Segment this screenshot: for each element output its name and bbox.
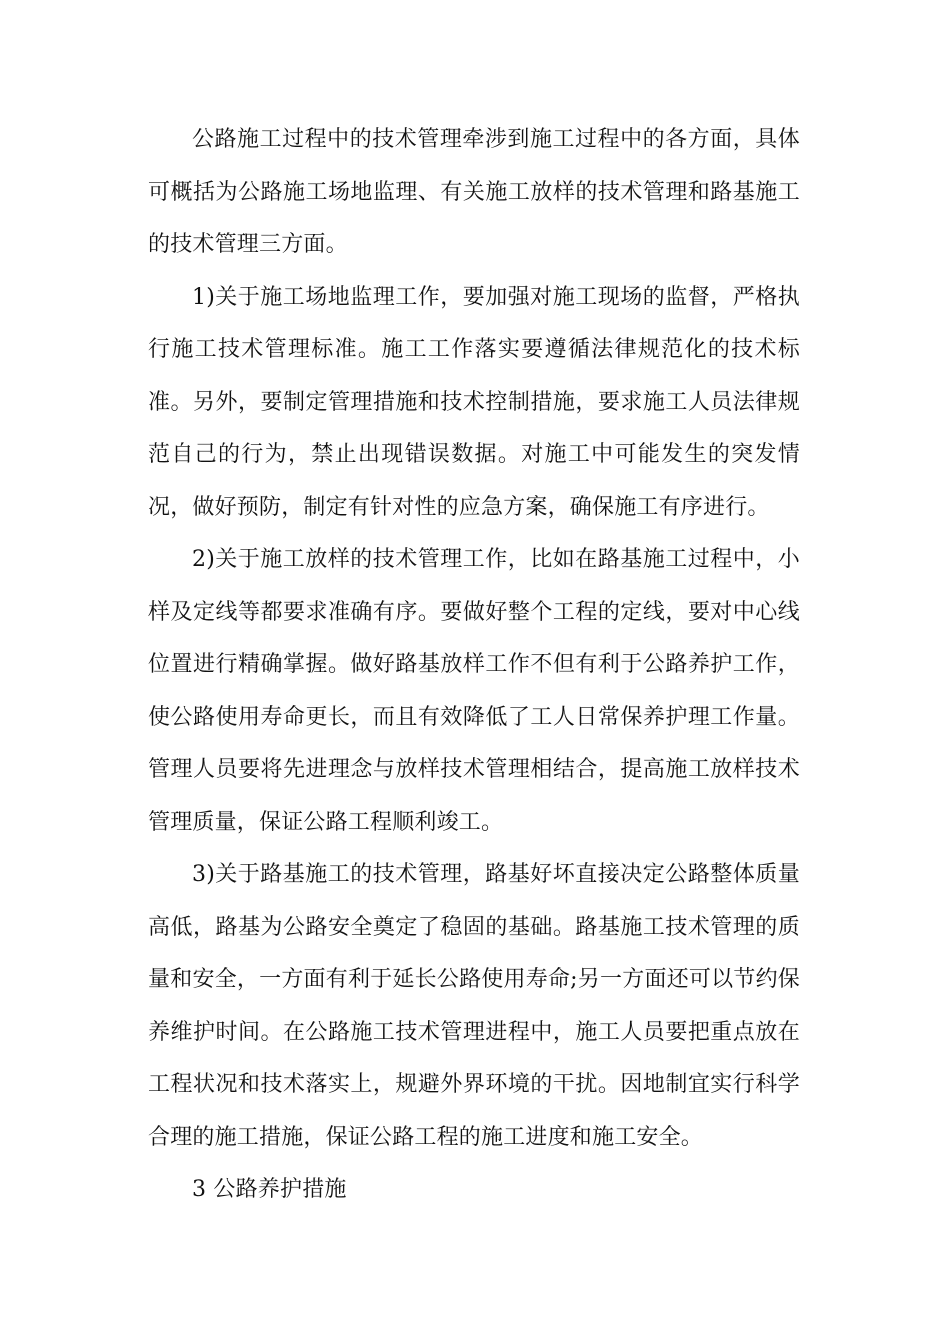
paragraph-construction-staking: 2)关于施工放样的技术管理工作，比如在路基施工过程中，小样及定线等都要求准确有序。要做好整个工程的定线，要对中心线位置进行精确掌握。做好路基放样工作不但有利于公路养护工作，使公路使用寿命更长，而且有效降低了工人日常保养护理工作量。管理人员要将先进理念与放样技术管理相结合，提高施工放样技术管理质量，保证公路工程顺利竣工。	[148, 547, 800, 835]
paragraph-subgrade-management: 3)关于路基施工的技术管理，路基好坏直接决定公路整体质量高低，路基为公路安全奠定了稳固的基础。路基施工技术管理的质量和安全，一方面有利于延长公路使用寿命;另一方面还可以节约保养维护时间。在公路施工技术管理进程中，施工人员要把重点放在工程状况和技术落实上，规避外界环境的干扰。因地制宜实行科学合理的施工措施，保证公路工程的施工进度和施工安全。	[148, 862, 800, 1150]
paragraph-site-supervision: 1)关于施工场地监理工作，要加强对施工现场的监督，严格执行施工技术管理标准。施工工作落实要遵循法律规范化的技术标准。另外，要制定管理措施和技术控制措施，要求施工人员法律规范自己的行为，禁止出现错误数据。对施工中可能发生的突发情况，做好预防，制定有针对性的应急方案，确保施工有序进行。	[148, 284, 800, 520]
section-heading: 3 公路养护措施	[192, 1177, 347, 1202]
document-body	[148, 114, 800, 1217]
paragraph-intro: 公路施工过程中的技术管理牵涉到施工过程中的各方面，具体可概括为公路施工场地监理、有关施工放样的技术管理和路基施工的技术管理三方面。	[148, 127, 800, 257]
